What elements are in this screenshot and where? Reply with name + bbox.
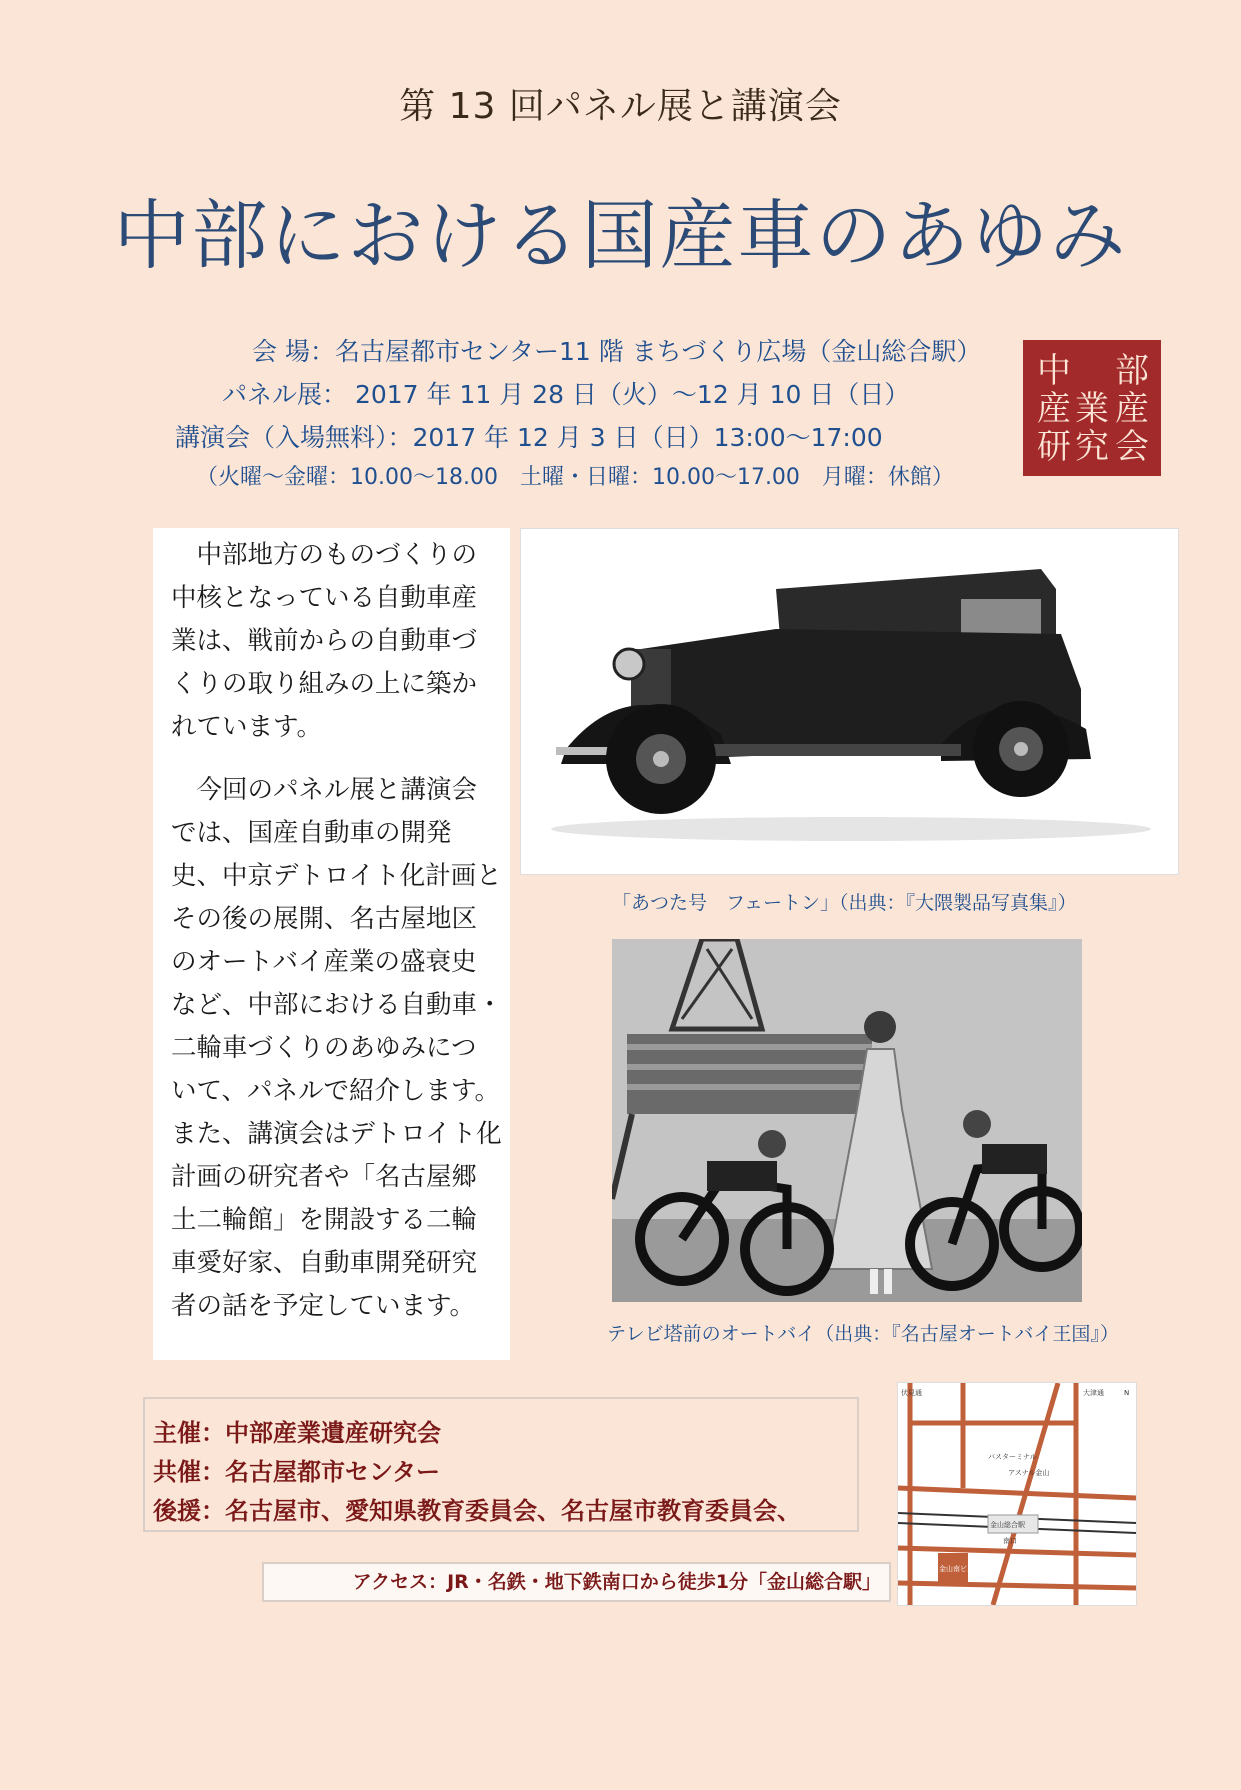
map-label: バスターミナル bbox=[988, 1453, 1037, 1461]
motorcycle-photo-caption: テレビ塔前のオートバイ（出典：『名古屋オートバイ王国』） bbox=[607, 1323, 1119, 1345]
support-line: 後援：名古屋市、愛知県教育委員会、名古屋市教育委員会、 bbox=[153, 1497, 801, 1525]
text-line: 業は、戦前からの自動車づ bbox=[171, 626, 478, 656]
seal-char: 産 bbox=[1037, 389, 1071, 429]
text-line: また、講演会はデトロイト化 bbox=[171, 1119, 502, 1149]
page-title: 中部における国産車のあゆみ bbox=[113, 191, 1128, 280]
description-para-1 bbox=[171, 534, 477, 749]
seal-char: 産 bbox=[1115, 389, 1149, 429]
text-line: いて、パネルで紹介します。 bbox=[171, 1076, 500, 1106]
event-subtitle: 第 13 回パネル展と講演会 bbox=[399, 86, 842, 127]
car-photo-caption: 「あつた号 フェートン」（出典：『大隈製品写真集』） bbox=[612, 892, 1077, 914]
map-label: 金山南ビル bbox=[939, 1565, 974, 1573]
text-line: など、中部における自動車・ bbox=[171, 990, 503, 1020]
text-line: 史、中京デトロイト化計画と bbox=[171, 861, 502, 891]
opening-hours: （火曜～金曜：10.00～18.00 土曜・日曜：10.00～17.00 月曜：休館） bbox=[196, 465, 954, 490]
car-illustration bbox=[521, 529, 1178, 874]
motorcycle-illustration bbox=[612, 939, 1082, 1302]
seal-char: 部 bbox=[1115, 351, 1149, 391]
text-line: 計画の研究者や「名古屋郷 bbox=[171, 1162, 478, 1192]
organization-seal bbox=[1023, 340, 1161, 476]
map-label: 伏見通 bbox=[901, 1389, 922, 1397]
lecture-info: 講演会（入場無料）：2017 年 12 月 3 日（日）13:00～17:00 bbox=[175, 423, 883, 452]
text-line: くりの取り組みの上に築か bbox=[171, 669, 478, 699]
description-box bbox=[153, 528, 510, 1360]
map-label: 大津通 bbox=[1083, 1389, 1104, 1397]
map-label: アスナル金山 bbox=[1008, 1469, 1050, 1477]
motorcycle-photo bbox=[612, 939, 1082, 1302]
organizers-box bbox=[143, 1397, 859, 1532]
map-label: 金山総合駅 bbox=[990, 1521, 1025, 1529]
text-line: のオートバイ産業の盛衰史 bbox=[171, 947, 477, 977]
text-line: 中核となっている自動車産 bbox=[171, 583, 478, 613]
cohost-line: 共催：名古屋都市センター bbox=[153, 1458, 441, 1486]
text-line: その後の展開、名古屋地区 bbox=[171, 904, 478, 934]
map-label: 南口 bbox=[1003, 1537, 1017, 1545]
text-line: では、国産自動車の開発 bbox=[171, 818, 452, 848]
access-map bbox=[897, 1382, 1137, 1606]
panel-dates: パネル展： 2017 年 11 月 28 日（火）～12 月 10 日（日） bbox=[222, 380, 910, 409]
text-line: 車愛好家、自動車開発研究 bbox=[171, 1248, 478, 1278]
seal-char: 会 bbox=[1115, 427, 1149, 467]
seal-char: 究 bbox=[1075, 427, 1109, 467]
seal-char: 研 bbox=[1037, 427, 1071, 467]
north-indicator: N bbox=[1124, 1389, 1130, 1397]
text-line: 今回のパネル展と講演会 bbox=[171, 775, 478, 805]
seal-char: 中 bbox=[1037, 351, 1071, 391]
seal-char: 業 bbox=[1075, 389, 1109, 429]
host-line: 主催：中部産業遺産研究会 bbox=[153, 1419, 441, 1447]
text-line: 二輪車づくりのあゆみにつ bbox=[171, 1033, 477, 1063]
car-photo bbox=[520, 528, 1179, 875]
text-line: 者の話を予定しています。 bbox=[171, 1291, 475, 1321]
venue-info: 会 場：名古屋都市センター11 階 まちづくり広場（金山総合駅） bbox=[252, 337, 982, 366]
text-line: 土二輪館」を開設する二輪 bbox=[171, 1205, 478, 1235]
map-illustration bbox=[898, 1383, 1136, 1605]
access-info: アクセス：JR・名鉄・地下鉄南口から徒歩1分「金山総合駅」 bbox=[262, 1562, 891, 1602]
text-line: れています。 bbox=[171, 712, 322, 742]
description-para-2 bbox=[171, 769, 503, 1328]
text-line: 中部地方のものづくりの bbox=[171, 540, 478, 570]
